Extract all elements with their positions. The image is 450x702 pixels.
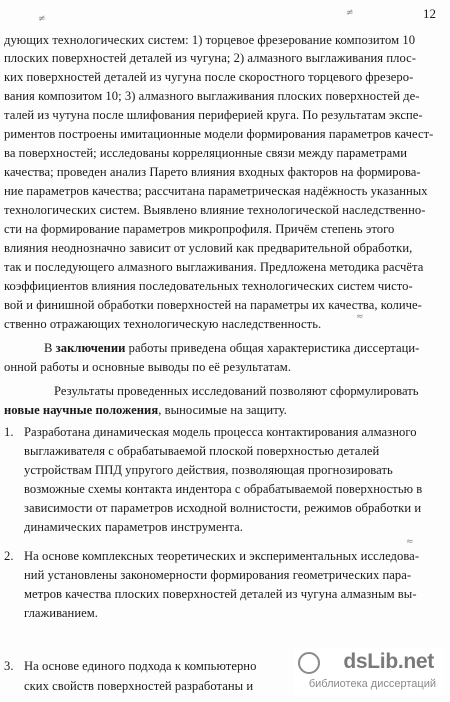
watermark <box>294 648 444 698</box>
list-item-line: зависимости от параметров исходной волнистости, режимов обработки и <box>24 501 422 515</box>
list-item-line: ских свойств поверхностей разработаны и <box>24 679 254 693</box>
list-item-line: динамических параметров инструмента. <box>24 520 243 534</box>
text-line: ва поверхностей; исследованы корреляционные связи между параметрами <box>4 146 408 160</box>
scan-artifact: ≈ <box>356 312 364 322</box>
text-line: вой и финишной обработки поверхностей на параметры их качества, количе- <box>4 298 422 312</box>
scan-artifact: ≠ <box>38 14 46 24</box>
list-item-line: На основе единого подхода к компьютерно <box>24 659 257 673</box>
text-line: технологических систем. Выявлено влияние технологической наследственно- <box>4 203 426 217</box>
text-line: ких поверхностей деталей из чугуна после скоростного торцевого фрезеро- <box>4 70 414 84</box>
text-line: талей из чутуна после шлифования периферией круга. По результатам экспе- <box>4 108 423 122</box>
list-marker: 3. <box>4 659 14 673</box>
text-line: коэффициентов влияния последовательных технологических систем чисто- <box>4 279 413 293</box>
text-line: Результаты проведенных исследований позволяют сформулировать <box>54 384 419 398</box>
list-item-line: глаживанием. <box>24 606 98 620</box>
text-line: ние параметров качества; рассчитана параметрическая надёжность указанных <box>4 184 428 198</box>
text-line: плоских поверхностей деталей из чугуна; 2) алмазного выглаживания плос- <box>4 51 417 65</box>
list-item-line: ний установлены закономерности формирования геометрических пара- <box>24 568 412 582</box>
text-line: дующих технологических систем: 1) торцевое фрезерование композитом 10 <box>4 33 416 47</box>
list-item-line: На основе комплексных теоретических и экспериментальных исследова- <box>24 549 420 563</box>
scan-artifact: ≈ <box>406 537 414 547</box>
watermark-subtitle: библиотека диссертаций <box>308 678 436 690</box>
list-item-line: выглаживателя с обрабатываемой плоской поверхностью деталей <box>24 444 380 458</box>
list-item-line: метров качества плоских поверхностей деталей из чугуна алмазным вы- <box>24 587 417 601</box>
results-bold: новые научные положения <box>4 403 159 417</box>
text-line: качества; проведен анализ Парето влияния входных факторов на формирова- <box>4 165 421 179</box>
results-line <box>4 402 287 418</box>
text-line: сти на формирование параметров микропрофиля. Причём степень этого <box>4 222 395 236</box>
watermark-logo: dsLib.net <box>343 650 434 673</box>
text-line: риментов построены имитационные модели формирования параметров качест- <box>4 127 434 141</box>
list-marker: 2. <box>4 549 14 563</box>
text-line: так и последующего алмазного выглаживания. Предложена методика расчёта <box>4 260 424 274</box>
list-marker: 1. <box>4 425 14 439</box>
conclusion-rest: работы приведена общая характеристика диссертаци- <box>125 341 420 355</box>
page-number: 12 <box>423 6 436 21</box>
dslib-logo-icon <box>298 652 320 674</box>
list-item-line: Разработана динамическая модель процесса контактирования алмазного <box>24 425 417 439</box>
text-line: онной работы и основные выводы по её результатам. <box>4 360 292 374</box>
scan-artifact: ≠ <box>346 8 354 18</box>
conclusion-prefix: В <box>44 341 53 355</box>
list-item-line: устройствам ППД упругого действия, позволяющая прогнозировать <box>24 463 393 477</box>
text-line: вания композитом 10; 3) алмазного выглаживания плоских поверхностей де- <box>4 89 420 103</box>
results-rest: , выносимые на защиту. <box>158 403 287 417</box>
list-item-line: возможные схемы контакта индентора с обрабатываемой поверхностью в <box>24 482 423 496</box>
conclusion-line <box>44 340 419 356</box>
conclusion-bold: заключении <box>55 341 126 355</box>
text-line: ственно отражающих технологическую наследственность. <box>4 317 322 331</box>
text-line: влияния неоднозначно зависит от условий как предварительной обработки, <box>4 241 413 255</box>
